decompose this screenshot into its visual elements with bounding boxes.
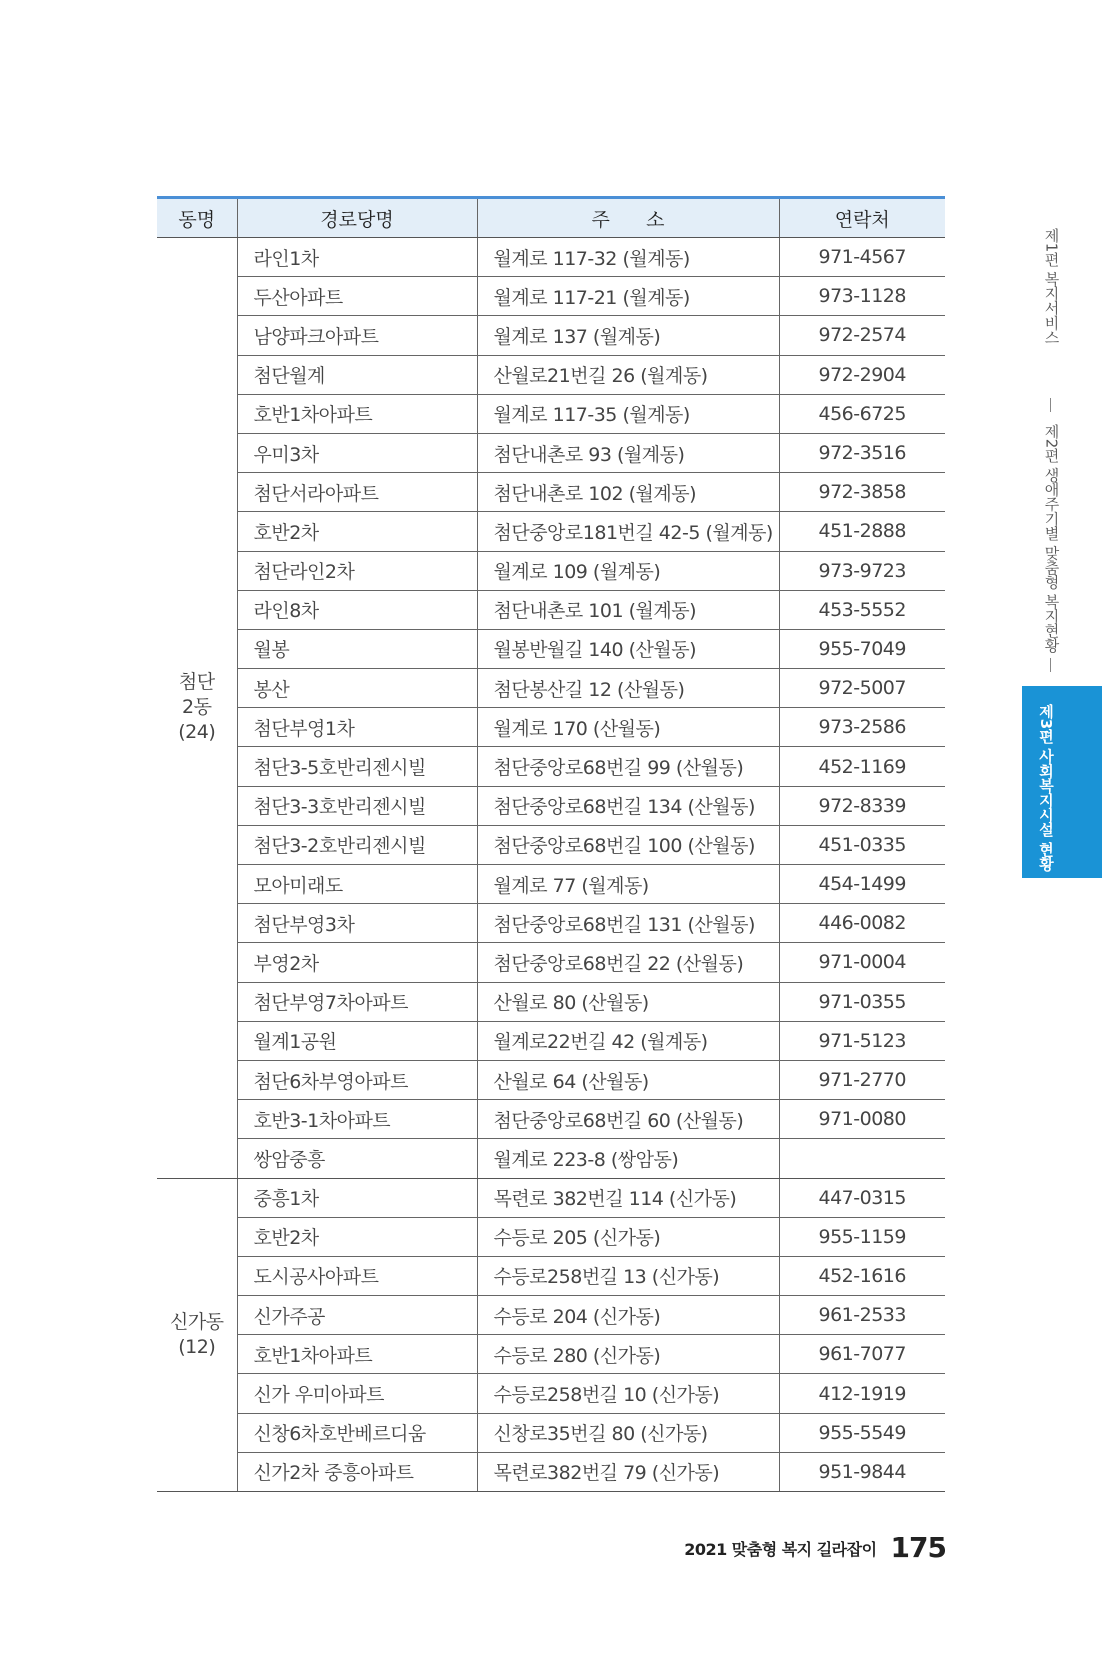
table-row xyxy=(157,473,945,512)
address-cell: 수등로258번길 10 (신가동) xyxy=(477,1374,779,1413)
table-row xyxy=(157,629,945,668)
phone-cell: 972-3516 xyxy=(779,433,945,472)
phone-cell: 971-0080 xyxy=(779,1100,945,1139)
table-body xyxy=(157,238,945,1492)
address-cell: 첨단중앙로181번길 42-5 (월계동) xyxy=(477,512,779,551)
center-name-cell: 첨단월계 xyxy=(237,355,477,394)
phone-cell: 972-5007 xyxy=(779,669,945,708)
address-cell: 월계로 77 (월계동) xyxy=(477,865,779,904)
phone-cell: 453-5552 xyxy=(779,590,945,629)
table-row xyxy=(157,512,945,551)
table-row xyxy=(157,1060,945,1099)
table-row xyxy=(157,865,945,904)
table-row xyxy=(157,433,945,472)
header-address: 주 소 xyxy=(477,198,779,238)
header-dong: 동명 xyxy=(157,198,237,238)
table-header-row xyxy=(157,198,945,238)
phone-cell: 454-1499 xyxy=(779,865,945,904)
address-cell: 수등로 205 (신가동) xyxy=(477,1217,779,1256)
table-row xyxy=(157,747,945,786)
table-row xyxy=(157,669,945,708)
center-name-cell: 첨단부영7차아파트 xyxy=(237,982,477,1021)
side-separator xyxy=(1050,398,1051,412)
table-row xyxy=(157,394,945,433)
phone-cell: 951-9844 xyxy=(779,1452,945,1491)
side-separator xyxy=(1050,658,1051,672)
address-cell: 월계로 117-21 (월계동) xyxy=(477,277,779,316)
phone-cell: 971-4567 xyxy=(779,238,945,277)
table-row xyxy=(157,1296,945,1335)
address-cell: 첨단중앙로68번길 60 (산월동) xyxy=(477,1100,779,1139)
address-cell: 월계로 170 (산월동) xyxy=(477,708,779,747)
center-name-cell: 첨단3-3호반리젠시빌 xyxy=(237,786,477,825)
phone-cell: 961-7077 xyxy=(779,1335,945,1374)
table-row xyxy=(157,904,945,943)
phone-cell: 452-1616 xyxy=(779,1256,945,1295)
address-cell: 수등로 280 (신가동) xyxy=(477,1335,779,1374)
address-cell: 목련로 382번길 114 (신가동) xyxy=(477,1178,779,1217)
center-name-cell: 첨단부영1차 xyxy=(237,708,477,747)
address-cell: 월계로22번길 42 (월계동) xyxy=(477,1021,779,1060)
address-cell: 첨단내촌로 93 (월계동) xyxy=(477,433,779,472)
center-name-cell: 월봉 xyxy=(237,629,477,668)
center-name-cell: 신가주공 xyxy=(237,1296,477,1335)
center-name-cell: 첨단라인2차 xyxy=(237,551,477,590)
address-cell: 첨단중앙로68번길 134 (산월동) xyxy=(477,786,779,825)
table-row xyxy=(157,1021,945,1060)
side-tab-part1[interactable]: 제1편 복지서비스 xyxy=(1042,228,1061,345)
table-row xyxy=(157,1217,945,1256)
phone-cell: 447-0315 xyxy=(779,1178,945,1217)
phone-cell: 973-1128 xyxy=(779,277,945,316)
phone-cell: 961-2533 xyxy=(779,1296,945,1335)
address-cell: 산월로21번길 26 (월계동) xyxy=(477,355,779,394)
address-cell: 신창로35번길 80 (신가동) xyxy=(477,1413,779,1452)
address-cell: 첨단내촌로 102 (월계동) xyxy=(477,473,779,512)
center-name-cell: 신가 우미아파트 xyxy=(237,1374,477,1413)
phone-cell: 456-6725 xyxy=(779,394,945,433)
center-name-cell: 남양파크아파트 xyxy=(237,316,477,355)
center-name-cell: 호반2차 xyxy=(237,512,477,551)
phone-cell: 451-0335 xyxy=(779,825,945,864)
dong-cell xyxy=(157,1178,237,1492)
dong-label-line: 2동 xyxy=(182,696,212,719)
address-cell: 첨단내촌로 101 (월계동) xyxy=(477,590,779,629)
address-cell: 월계로 117-32 (월계동) xyxy=(477,238,779,277)
dong-label-line: 첨단 xyxy=(178,671,215,694)
facility-table-container xyxy=(157,196,945,1492)
phone-cell: 955-7049 xyxy=(779,629,945,668)
phone-cell: 972-3858 xyxy=(779,473,945,512)
phone-cell: 971-5123 xyxy=(779,1021,945,1060)
center-name-cell: 도시공사아파트 xyxy=(237,1256,477,1295)
center-name-cell: 봉산 xyxy=(237,669,477,708)
dong-cell xyxy=(157,238,237,1179)
address-cell: 산월로 80 (산월동) xyxy=(477,982,779,1021)
table-row xyxy=(157,943,945,982)
phone-cell: 973-9723 xyxy=(779,551,945,590)
center-name-cell: 신창6차호반베르디움 xyxy=(237,1413,477,1452)
center-name-cell: 월계1공원 xyxy=(237,1021,477,1060)
table-row xyxy=(157,316,945,355)
senior-center-table xyxy=(157,196,945,1492)
phone-cell: 446-0082 xyxy=(779,904,945,943)
table-row xyxy=(157,1178,945,1217)
phone-cell: 452-1169 xyxy=(779,747,945,786)
header-center-name: 경로당명 xyxy=(237,198,477,238)
phone-cell: 971-0004 xyxy=(779,943,945,982)
phone-cell: 972-2904 xyxy=(779,355,945,394)
address-cell: 월봉반월길 140 (산월동) xyxy=(477,629,779,668)
address-cell: 수등로258번길 13 (신가동) xyxy=(477,1256,779,1295)
page-footer xyxy=(680,1528,946,1564)
center-name-cell: 호반1차아파트 xyxy=(237,1335,477,1374)
table-row xyxy=(157,1100,945,1139)
center-name-cell: 첨단부영3차 xyxy=(237,904,477,943)
table-row xyxy=(157,277,945,316)
table-row xyxy=(157,1413,945,1452)
phone-cell: 972-2574 xyxy=(779,316,945,355)
side-chapter-tabs xyxy=(1022,228,1102,878)
dong-label-line: 신가동 xyxy=(169,1310,224,1333)
center-name-cell: 모아미래도 xyxy=(237,865,477,904)
side-tab-part3-label: 제3편 사회복지시설 현황 xyxy=(1037,704,1055,871)
phone-cell xyxy=(779,1139,945,1178)
phone-cell: 971-2770 xyxy=(779,1060,945,1099)
dong-label-line: (12) xyxy=(178,1335,216,1358)
address-cell: 월계로 117-35 (월계동) xyxy=(477,394,779,433)
phone-cell: 955-1159 xyxy=(779,1217,945,1256)
phone-cell: 955-5549 xyxy=(779,1413,945,1452)
center-name-cell: 호반1차아파트 xyxy=(237,394,477,433)
table-row xyxy=(157,1256,945,1295)
table-row xyxy=(157,1452,945,1491)
side-tab-part3-active[interactable] xyxy=(1022,686,1102,878)
center-name-cell: 부영2차 xyxy=(237,943,477,982)
phone-cell: 451-2888 xyxy=(779,512,945,551)
address-cell: 월계로 137 (월계동) xyxy=(477,316,779,355)
address-cell: 첨단중앙로68번길 131 (산월동) xyxy=(477,904,779,943)
center-name-cell: 두산아파트 xyxy=(237,277,477,316)
header-contact: 연락처 xyxy=(779,198,945,238)
table-row xyxy=(157,551,945,590)
table-row xyxy=(157,786,945,825)
phone-cell: 412-1919 xyxy=(779,1374,945,1413)
center-name-cell: 첨단6차부영아파트 xyxy=(237,1060,477,1099)
address-cell: 월계로 223-8 (쌍암동) xyxy=(477,1139,779,1178)
table-row xyxy=(157,825,945,864)
center-name-cell: 첨단서라아파트 xyxy=(237,473,477,512)
table-row xyxy=(157,590,945,629)
address-cell: 산월로 64 (산월동) xyxy=(477,1060,779,1099)
center-name-cell: 라인1차 xyxy=(237,238,477,277)
address-cell: 수등로 204 (신가동) xyxy=(477,1296,779,1335)
center-name-cell: 라인8차 xyxy=(237,590,477,629)
dong-label-line: (24) xyxy=(178,721,216,744)
center-name-cell: 호반3-1차아파트 xyxy=(237,1100,477,1139)
address-cell: 월계로 109 (월계동) xyxy=(477,551,779,590)
center-name-cell: 우미3차 xyxy=(237,433,477,472)
table-row xyxy=(157,1139,945,1178)
table-row xyxy=(157,355,945,394)
center-name-cell: 쌍암중흥 xyxy=(237,1139,477,1178)
table-row xyxy=(157,982,945,1021)
table-row xyxy=(157,708,945,747)
phone-cell: 972-8339 xyxy=(779,786,945,825)
address-cell: 목련로382번길 79 (신가동) xyxy=(477,1452,779,1491)
address-cell: 첨단중앙로68번길 100 (산월동) xyxy=(477,825,779,864)
table-row xyxy=(157,1374,945,1413)
center-name-cell: 첨단3-5호반리젠시빌 xyxy=(237,747,477,786)
center-name-cell: 신가2차 중흥아파트 xyxy=(237,1452,477,1491)
table-row xyxy=(157,238,945,277)
page-number: 175 xyxy=(890,1531,946,1564)
table-row xyxy=(157,1335,945,1374)
phone-cell: 973-2586 xyxy=(779,708,945,747)
address-cell: 첨단중앙로68번길 99 (산월동) xyxy=(477,747,779,786)
center-name-cell: 중흥1차 xyxy=(237,1178,477,1217)
address-cell: 첨단중앙로68번길 22 (산월동) xyxy=(477,943,779,982)
center-name-cell: 첨단3-2호반리젠시빌 xyxy=(237,825,477,864)
center-name-cell: 호반2차 xyxy=(237,1217,477,1256)
side-tab-part2[interactable]: 제2편 생애주기별 맞춤형 복지현황 xyxy=(1042,424,1061,653)
phone-cell: 971-0355 xyxy=(779,982,945,1021)
address-cell: 첨단봉산길 12 (산월동) xyxy=(477,669,779,708)
footer-book-title: 2021 맞춤형 복지 길라잡이 xyxy=(684,1540,877,1559)
